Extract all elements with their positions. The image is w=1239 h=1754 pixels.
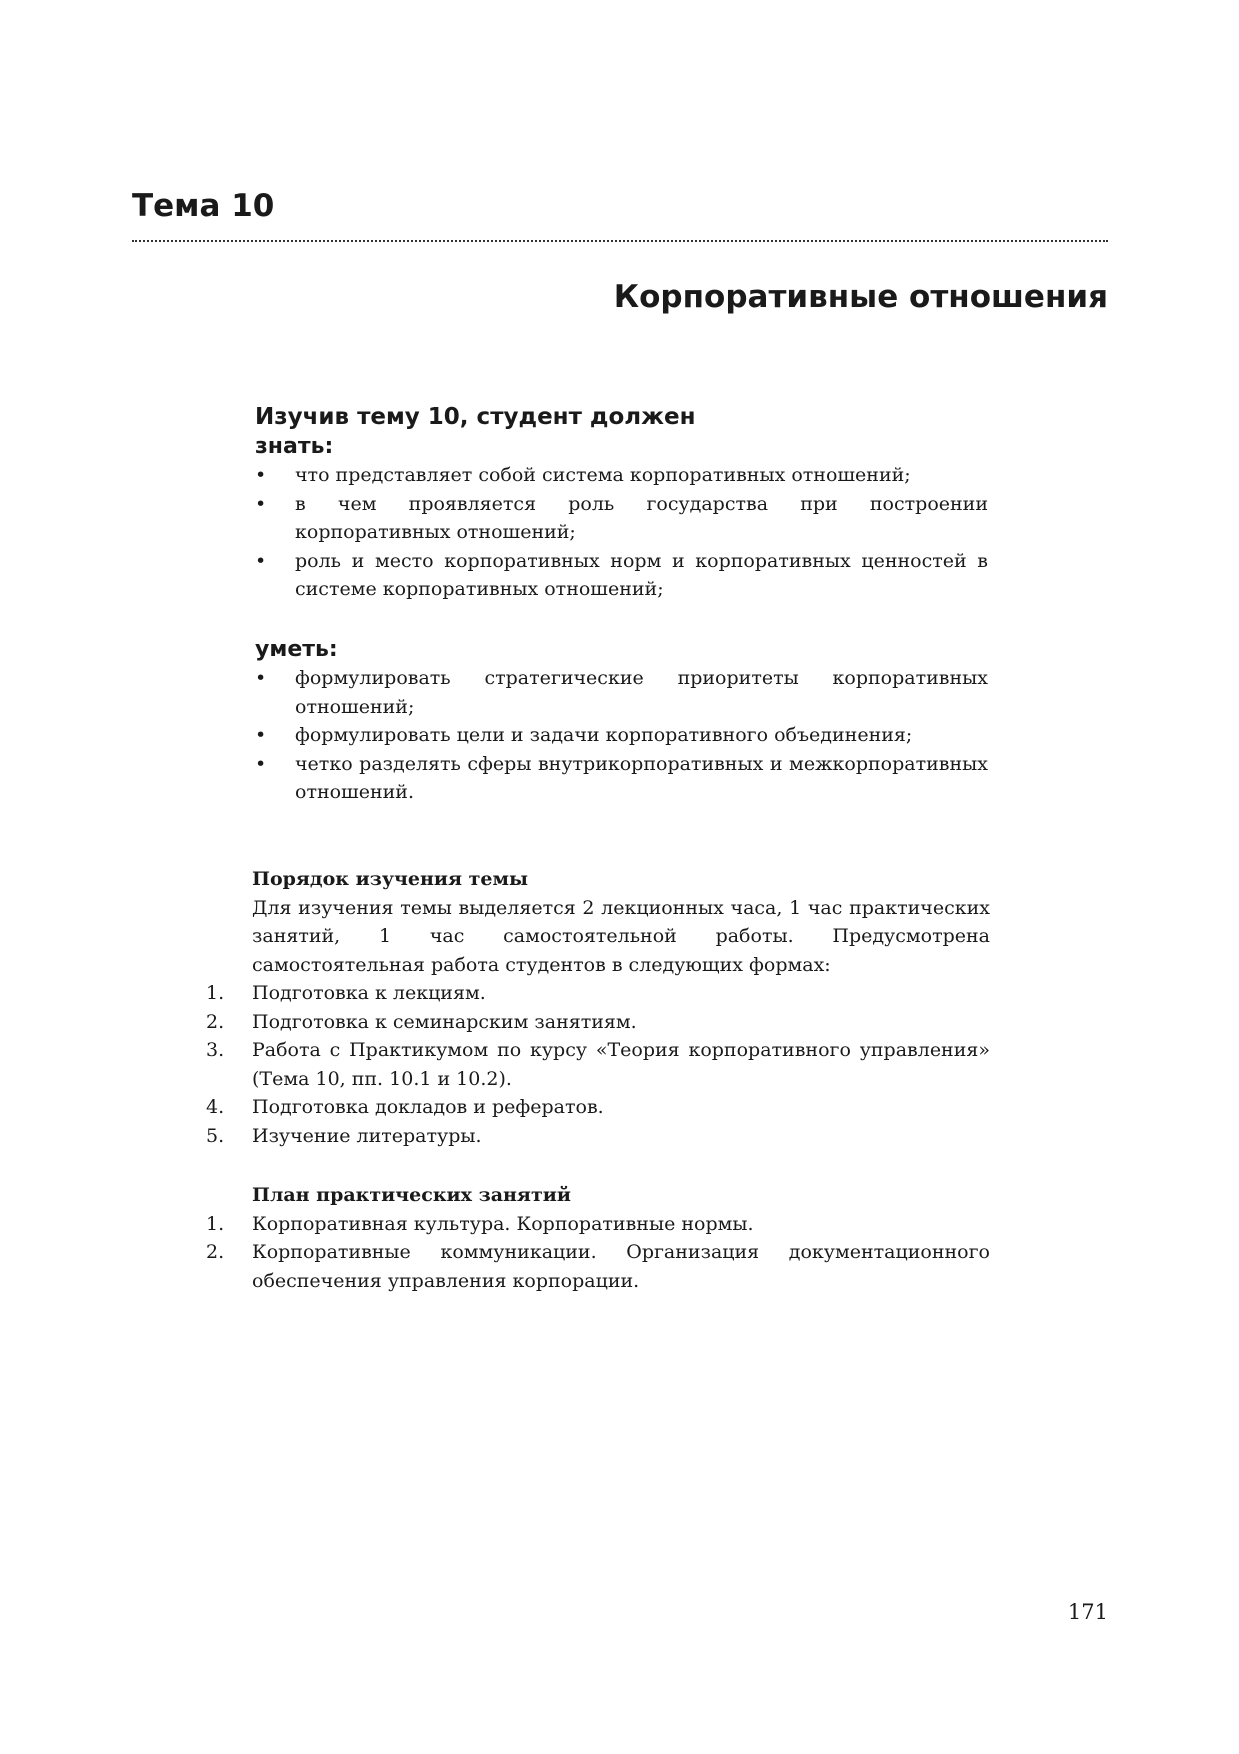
practice-plan-section bbox=[200, 1181, 990, 1295]
chapter-title: Тема 10 bbox=[132, 188, 275, 224]
practice-plan-list bbox=[200, 1210, 990, 1296]
topic-title: Корпоративные отношения bbox=[613, 279, 1108, 315]
study-order-paragraph: Для изучения темы выделяется 2 лекционных часа, 1 час практических занятий, 1 час самостоятельной работы. Предусмотрена самостоятельная работа студентов в следующих формах: bbox=[252, 896, 990, 976]
know-list bbox=[255, 461, 988, 604]
page-number: 171 bbox=[1067, 1600, 1108, 1624]
study-order-list bbox=[200, 979, 990, 1150]
list-item: в чем проявляется роль государства при построении корпоративных отношений; bbox=[295, 492, 988, 543]
study-order-section bbox=[200, 865, 990, 1150]
know-block bbox=[255, 433, 988, 604]
list-item: формулировать стратегические приоритеты корпоративных отношений; bbox=[295, 667, 988, 718]
can-heading: уметь: bbox=[255, 637, 338, 662]
objectives-intro: Изучив тему 10, студент должен bbox=[255, 404, 696, 430]
list-item: 2. Корпоративные коммуникации. Организация документационного обеспечения управления корпорации. bbox=[206, 1241, 990, 1292]
know-heading: знать: bbox=[255, 434, 334, 459]
can-list bbox=[255, 664, 988, 807]
practice-plan-heading: План практических занятий bbox=[252, 1184, 571, 1206]
list-item: 4. Подготовка докладов и рефератов. bbox=[206, 1096, 604, 1118]
dotted-divider bbox=[132, 240, 1108, 242]
list-item: 1. Подготовка к лекциям. bbox=[206, 982, 486, 1004]
list-item: роль и место корпоративных норм и корпоративных ценностей в системе корпоративных отношений; bbox=[295, 549, 988, 600]
list-item: 3. Работа с Практикумом по курсу «Теория корпоративного управления» (Тема 10, пп. 10.1 и 10.2). bbox=[206, 1039, 990, 1090]
study-order-heading: Порядок изучения темы bbox=[252, 868, 529, 890]
list-item: что представляет собой система корпоративных отношений; bbox=[295, 464, 911, 486]
list-item: формулировать цели и задачи корпоративного объединения; bbox=[295, 724, 913, 746]
list-item: 2. Подготовка к семинарским занятиям. bbox=[206, 1010, 637, 1033]
list-item: 1. Корпоративная культура. Корпоративные нормы. bbox=[206, 1212, 754, 1235]
list-item: четко разделять сферы внутрикорпоративных и межкорпоративных отношений. bbox=[295, 752, 988, 803]
can-block bbox=[255, 636, 988, 807]
list-item: 5. Изучение литературы. bbox=[206, 1124, 482, 1147]
